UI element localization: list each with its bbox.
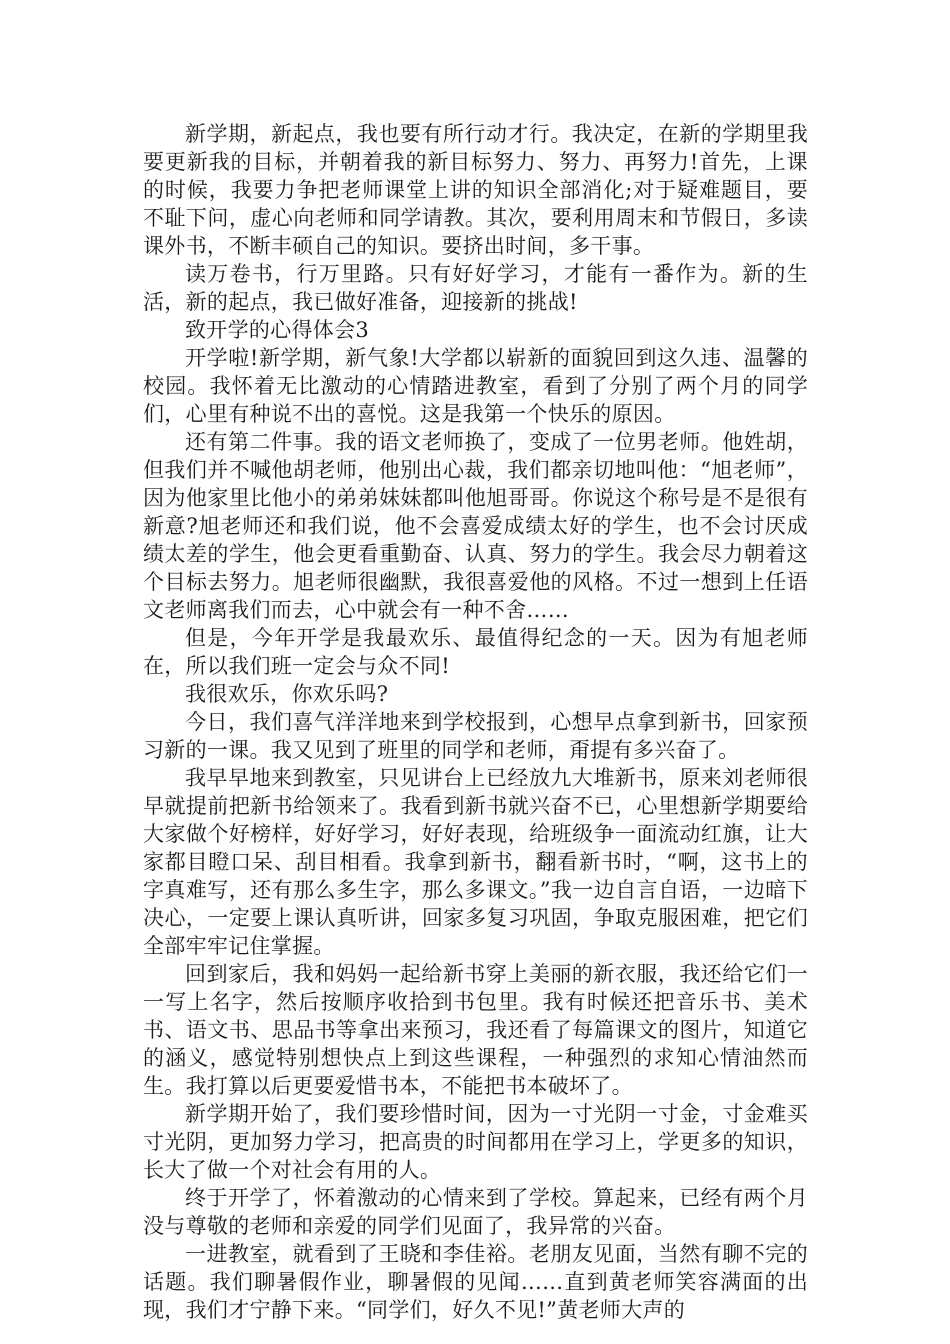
paragraph-happiest-day: 但是，今年开学是我最欢乐、最值得纪念的一天。因为有旭老师在，所以我们班一定会与众不同! — [143, 626, 808, 678]
paragraph-new-books: 我早早地来到教室，只见讲台上已经放九大堆新书，原来刘老师很早就提前把新书给领来了。我看到新书就兴奋不已，心里想新学期要给大家做个好榜样，好好学习，好好表现，给班级争一面流动红旗，让大家都目瞪口呆、刮目相看。我拿到新书，翻看新书时，“啊，这书上的字真难写，还有那么多生字，那么多课文。”我一边自言自语，一边暗下决心，一定要上课认真听讲，回家多复习巩固，争取克服困难，把它们全部牢牢记住掌握。 — [143, 766, 808, 958]
section-heading: 致开学的心得体会3 — [185, 318, 370, 342]
paragraph-registration: 今日，我们喜气洋洋地来到学校报到，心想早点拿到新书，回家预习新的一课。我又见到了班里的同学和老师，甭提有多兴奋了。 — [143, 710, 808, 762]
paragraph-finally-school: 终于开学了，怀着激动的心情来到了学校。算起来，已经有两个月没与尊敬的老师和亲爱的同学们见面了，我异常的兴奋。 — [143, 1186, 808, 1238]
paragraph-cherish-time: 新学期开始了，我们要珍惜时间，因为一寸光阴一寸金，寸金难买寸光阴，更加努力学习，把高贵的时间都用在学习上，学更多的知识，长大了做一个对社会有用的人。 — [143, 1102, 808, 1182]
paragraph-new-semester-plan: 新学期，新起点，我也要有所行动才行。我决定，在新的学期里我要更新我的目标，并朝着我的新目标努力、努力、再努力!首先，上课的时候，我要力争把老师课堂上讲的知识全部消化;对于疑难题目，要不耻下问，虚心向老师和同学请教。其次，要利用周末和节假日，多读课外书，不断丰硕自己的知识。要挤出时间，多干事。 — [143, 122, 808, 258]
paragraph-question: 我很欢乐，你欢乐吗? — [185, 682, 389, 706]
text-body — [143, 120, 808, 1324]
paragraph-school-start: 开学啦!新学期，新气象!大学都以崭新的面貌回到这久违、温馨的校园。我怀着无比激动的心情踏进教室，看到了分别了两个月的同学们，心里有种说不出的喜悦。这是我第一个快乐的原因。 — [143, 346, 808, 426]
paragraph-new-teacher: 还有第二件事。我的语文老师换了，变成了一位男老师。他姓胡，但我们并不喊他胡老师，他别出心裁，我们都亲切地叫他：“旭老师”，因为他家里比他小的弟弟妹妹都叫他旭哥哥。你说这个称号是不是很有新意?旭老师还和我们说，他不会喜爱成绩太好的学生，也不会讨厌成绩太差的学生，他会更看重勤奋、认真、努力的学生。我会尽力朝着这个目标去努力。旭老师很幽默，我很喜爱他的风格。不过一想到上任语文老师离我们而去，心中就会有一种不舍…… — [143, 430, 808, 622]
paragraph-classroom-friends: 一进教室，就看到了王晓和李佳裕。老朋友见面，当然有聊不完的话题。我们聊暑假作业，聊暑假的见闻……直到黄老师笑容满面的出现，我们才宁静下来。“同学们，好久不见!”黄老师大声的 — [143, 1242, 808, 1322]
paragraph-book-covers: 回到家后，我和妈妈一起给新书穿上美丽的新衣服，我还给它们一一写上名字，然后按顺序收拾到书包里。我有时候还把音乐书、美术书、语文书、思品书等拿出来预习，我还看了每篇课文的图片，知道它的涵义，感觉特别想快点上到这些课程，一种强烈的求知心情油然而生。我打算以后更要爱惜书本，不能把书本破坏了。 — [143, 962, 808, 1098]
paragraph-read-books: 读万卷书，行万里路。只有好好学习，才能有一番作为。新的生活，新的起点，我已做好准备，迎接新的挑战! — [143, 262, 808, 314]
